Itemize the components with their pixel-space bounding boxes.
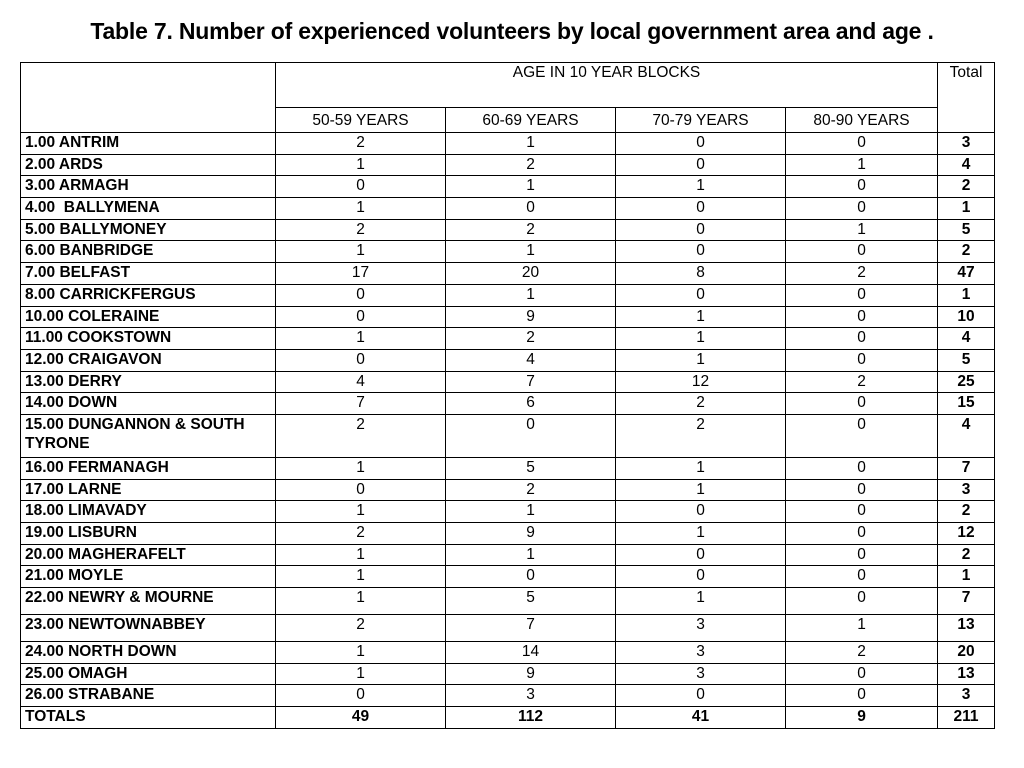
table-row bbox=[21, 393, 995, 415]
count-cell: 5 bbox=[446, 588, 616, 615]
table-row bbox=[21, 544, 995, 566]
count-cell: 1 bbox=[276, 154, 446, 176]
header-corner bbox=[21, 63, 276, 133]
count-cell: 3 bbox=[446, 685, 616, 707]
row-total-cell: 1 bbox=[938, 566, 995, 588]
count-cell: 1 bbox=[446, 176, 616, 198]
count-cell: 2 bbox=[446, 219, 616, 241]
area-name-cell: 17.00 LARNE bbox=[21, 479, 276, 501]
table-row bbox=[21, 306, 995, 328]
row-total-cell: 10 bbox=[938, 306, 995, 328]
area-name-cell: 16.00 FERMANAGH bbox=[21, 457, 276, 479]
area-name-cell: 18.00 LIMAVADY bbox=[21, 501, 276, 523]
count-cell: 0 bbox=[786, 523, 938, 545]
area-name-cell: 5.00 BALLYMONEY bbox=[21, 219, 276, 241]
area-name-cell: 11.00 COOKSTOWN bbox=[21, 328, 276, 350]
area-name-cell: 19.00 LISBURN bbox=[21, 523, 276, 545]
table-body bbox=[21, 133, 995, 707]
count-cell: 1 bbox=[276, 198, 446, 220]
count-cell: 0 bbox=[276, 284, 446, 306]
row-total-cell: 25 bbox=[938, 371, 995, 393]
table-row bbox=[21, 198, 995, 220]
row-total-cell: 2 bbox=[938, 241, 995, 263]
area-name-cell: 12.00 CRAIGAVON bbox=[21, 349, 276, 371]
count-cell: 7 bbox=[276, 393, 446, 415]
totals-cell: 112 bbox=[446, 707, 616, 729]
count-cell: 3 bbox=[616, 615, 786, 642]
table-row bbox=[21, 501, 995, 523]
table-row bbox=[21, 284, 995, 306]
table-row bbox=[21, 133, 995, 155]
count-cell: 0 bbox=[616, 501, 786, 523]
count-cell: 2 bbox=[276, 615, 446, 642]
count-cell: 1 bbox=[276, 544, 446, 566]
count-cell: 2 bbox=[616, 414, 786, 457]
count-cell: 0 bbox=[786, 133, 938, 155]
row-total-cell: 2 bbox=[938, 501, 995, 523]
count-cell: 7 bbox=[446, 371, 616, 393]
count-cell: 1 bbox=[276, 663, 446, 685]
table-row bbox=[21, 685, 995, 707]
area-name-cell: 2.00 ARDS bbox=[21, 154, 276, 176]
count-cell: 2 bbox=[786, 642, 938, 664]
volunteers-table bbox=[20, 62, 995, 729]
count-cell: 0 bbox=[616, 133, 786, 155]
grand-total-cell: 211 bbox=[938, 707, 995, 729]
count-cell: 0 bbox=[786, 566, 938, 588]
area-name-cell: 8.00 CARRICKFERGUS bbox=[21, 284, 276, 306]
table-row bbox=[21, 642, 995, 664]
table-row bbox=[21, 371, 995, 393]
row-total-cell: 7 bbox=[938, 588, 995, 615]
area-name-cell: 7.00 BELFAST bbox=[21, 263, 276, 285]
count-cell: 3 bbox=[616, 642, 786, 664]
row-total-cell: 15 bbox=[938, 393, 995, 415]
row-total-cell: 5 bbox=[938, 219, 995, 241]
count-cell: 0 bbox=[786, 241, 938, 263]
table-row bbox=[21, 328, 995, 350]
count-cell: 0 bbox=[786, 457, 938, 479]
col-header-60-69: 60-69 YEARS bbox=[446, 108, 616, 133]
area-name-cell: 24.00 NORTH DOWN bbox=[21, 642, 276, 664]
count-cell: 0 bbox=[446, 198, 616, 220]
count-cell: 0 bbox=[616, 544, 786, 566]
count-cell: 9 bbox=[446, 523, 616, 545]
row-total-cell: 3 bbox=[938, 685, 995, 707]
totals-label: TOTALS bbox=[21, 707, 276, 729]
count-cell: 0 bbox=[616, 198, 786, 220]
count-cell: 0 bbox=[786, 328, 938, 350]
row-total-cell: 20 bbox=[938, 642, 995, 664]
count-cell: 4 bbox=[446, 349, 616, 371]
count-cell: 0 bbox=[786, 198, 938, 220]
row-total-cell: 2 bbox=[938, 544, 995, 566]
count-cell: 8 bbox=[616, 263, 786, 285]
total-header: Total bbox=[938, 63, 995, 133]
count-cell: 1 bbox=[276, 566, 446, 588]
count-cell: 17 bbox=[276, 263, 446, 285]
area-name-cell: 13.00 DERRY bbox=[21, 371, 276, 393]
count-cell: 7 bbox=[446, 615, 616, 642]
totals-cell: 9 bbox=[786, 707, 938, 729]
row-total-cell: 7 bbox=[938, 457, 995, 479]
row-total-cell: 3 bbox=[938, 133, 995, 155]
count-cell: 14 bbox=[446, 642, 616, 664]
count-cell: 2 bbox=[446, 154, 616, 176]
count-cell: 0 bbox=[276, 306, 446, 328]
table-row bbox=[21, 176, 995, 198]
area-name-cell: 22.00 NEWRY & MOURNE bbox=[21, 588, 276, 615]
count-cell: 1 bbox=[446, 544, 616, 566]
count-cell: 0 bbox=[786, 176, 938, 198]
count-cell: 0 bbox=[786, 663, 938, 685]
area-name-cell: 1.00 ANTRIM bbox=[21, 133, 276, 155]
count-cell: 4 bbox=[276, 371, 446, 393]
row-total-cell: 3 bbox=[938, 479, 995, 501]
count-cell: 1 bbox=[276, 588, 446, 615]
area-name-cell: 25.00 OMAGH bbox=[21, 663, 276, 685]
area-name-cell: 6.00 BANBRIDGE bbox=[21, 241, 276, 263]
count-cell: 6 bbox=[446, 393, 616, 415]
count-cell: 0 bbox=[616, 154, 786, 176]
count-cell: 0 bbox=[786, 588, 938, 615]
table-row bbox=[21, 414, 995, 457]
row-total-cell: 47 bbox=[938, 263, 995, 285]
table-row bbox=[21, 523, 995, 545]
count-cell: 2 bbox=[616, 393, 786, 415]
count-cell: 0 bbox=[616, 685, 786, 707]
count-cell: 0 bbox=[786, 414, 938, 457]
table-row bbox=[21, 588, 995, 615]
count-cell: 0 bbox=[446, 566, 616, 588]
count-cell: 2 bbox=[446, 479, 616, 501]
count-cell: 2 bbox=[276, 414, 446, 457]
totals-row bbox=[21, 707, 995, 729]
count-cell: 2 bbox=[786, 263, 938, 285]
area-name-cell: 10.00 COLERAINE bbox=[21, 306, 276, 328]
count-cell: 12 bbox=[616, 371, 786, 393]
count-cell: 0 bbox=[786, 306, 938, 328]
count-cell: 1 bbox=[786, 615, 938, 642]
table-row bbox=[21, 615, 995, 642]
count-cell: 1 bbox=[616, 176, 786, 198]
count-cell: 3 bbox=[616, 663, 786, 685]
count-cell: 20 bbox=[446, 263, 616, 285]
count-cell: 1 bbox=[276, 241, 446, 263]
row-total-cell: 13 bbox=[938, 663, 995, 685]
count-cell: 1 bbox=[616, 328, 786, 350]
count-cell: 0 bbox=[786, 501, 938, 523]
area-name-cell: 15.00 DUNGANNON & SOUTH TYRONE bbox=[21, 414, 276, 457]
table-title: Table 7. Number of experienced volunteers by local government area and age . bbox=[90, 18, 934, 44]
totals-cell: 41 bbox=[616, 707, 786, 729]
table-row bbox=[21, 219, 995, 241]
count-cell: 1 bbox=[276, 457, 446, 479]
col-header-70-79: 70-79 YEARS bbox=[616, 108, 786, 133]
row-total-cell: 13 bbox=[938, 615, 995, 642]
count-cell: 0 bbox=[616, 284, 786, 306]
count-cell: 2 bbox=[786, 371, 938, 393]
area-name-cell: 21.00 MOYLE bbox=[21, 566, 276, 588]
count-cell: 1 bbox=[446, 133, 616, 155]
count-cell: 1 bbox=[616, 479, 786, 501]
count-cell: 2 bbox=[276, 219, 446, 241]
row-total-cell: 2 bbox=[938, 176, 995, 198]
col-header-50-59: 50-59 YEARS bbox=[276, 108, 446, 133]
area-name-cell: 3.00 ARMAGH bbox=[21, 176, 276, 198]
table-row bbox=[21, 479, 995, 501]
count-cell: 0 bbox=[786, 685, 938, 707]
table-row bbox=[21, 457, 995, 479]
count-cell: 0 bbox=[276, 479, 446, 501]
row-total-cell: 12 bbox=[938, 523, 995, 545]
count-cell: 1 bbox=[616, 349, 786, 371]
count-cell: 1 bbox=[446, 241, 616, 263]
count-cell: 0 bbox=[786, 284, 938, 306]
count-cell: 1 bbox=[786, 154, 938, 176]
table-row bbox=[21, 263, 995, 285]
table-row bbox=[21, 663, 995, 685]
row-total-cell: 4 bbox=[938, 328, 995, 350]
count-cell: 1 bbox=[786, 219, 938, 241]
count-cell: 0 bbox=[786, 349, 938, 371]
count-cell: 1 bbox=[276, 642, 446, 664]
count-cell: 9 bbox=[446, 306, 616, 328]
table-row bbox=[21, 241, 995, 263]
area-name-cell: 14.00 DOWN bbox=[21, 393, 276, 415]
count-cell: 1 bbox=[616, 588, 786, 615]
count-cell: 1 bbox=[616, 523, 786, 545]
row-total-cell: 5 bbox=[938, 349, 995, 371]
count-cell: 1 bbox=[276, 328, 446, 350]
table-row bbox=[21, 154, 995, 176]
count-cell: 0 bbox=[786, 544, 938, 566]
table-row bbox=[21, 349, 995, 371]
row-total-cell: 4 bbox=[938, 414, 995, 457]
col-header-80-90: 80-90 YEARS bbox=[786, 108, 938, 133]
count-cell: 2 bbox=[276, 523, 446, 545]
area-name-cell: 26.00 STRABANE bbox=[21, 685, 276, 707]
count-cell: 0 bbox=[276, 685, 446, 707]
count-cell: 1 bbox=[616, 306, 786, 328]
count-cell: 5 bbox=[446, 457, 616, 479]
age-group-header: AGE IN 10 YEAR BLOCKS bbox=[276, 63, 938, 108]
area-name-cell: 20.00 MAGHERAFELT bbox=[21, 544, 276, 566]
area-name-cell: 23.00 NEWTOWNABBEY bbox=[21, 615, 276, 642]
count-cell: 1 bbox=[446, 284, 616, 306]
table-row bbox=[21, 566, 995, 588]
area-name-cell: 4.00 BALLYMENA bbox=[21, 198, 276, 220]
count-cell: 0 bbox=[786, 479, 938, 501]
count-cell: 0 bbox=[616, 219, 786, 241]
count-cell: 2 bbox=[276, 133, 446, 155]
count-cell: 1 bbox=[276, 501, 446, 523]
count-cell: 0 bbox=[276, 176, 446, 198]
row-total-cell: 4 bbox=[938, 154, 995, 176]
count-cell: 0 bbox=[616, 566, 786, 588]
count-cell: 0 bbox=[616, 241, 786, 263]
count-cell: 2 bbox=[446, 328, 616, 350]
count-cell: 9 bbox=[446, 663, 616, 685]
count-cell: 0 bbox=[786, 393, 938, 415]
totals-cell: 49 bbox=[276, 707, 446, 729]
count-cell: 1 bbox=[616, 457, 786, 479]
count-cell: 1 bbox=[446, 501, 616, 523]
count-cell: 0 bbox=[446, 414, 616, 457]
row-total-cell: 1 bbox=[938, 284, 995, 306]
row-total-cell: 1 bbox=[938, 198, 995, 220]
count-cell: 0 bbox=[276, 349, 446, 371]
